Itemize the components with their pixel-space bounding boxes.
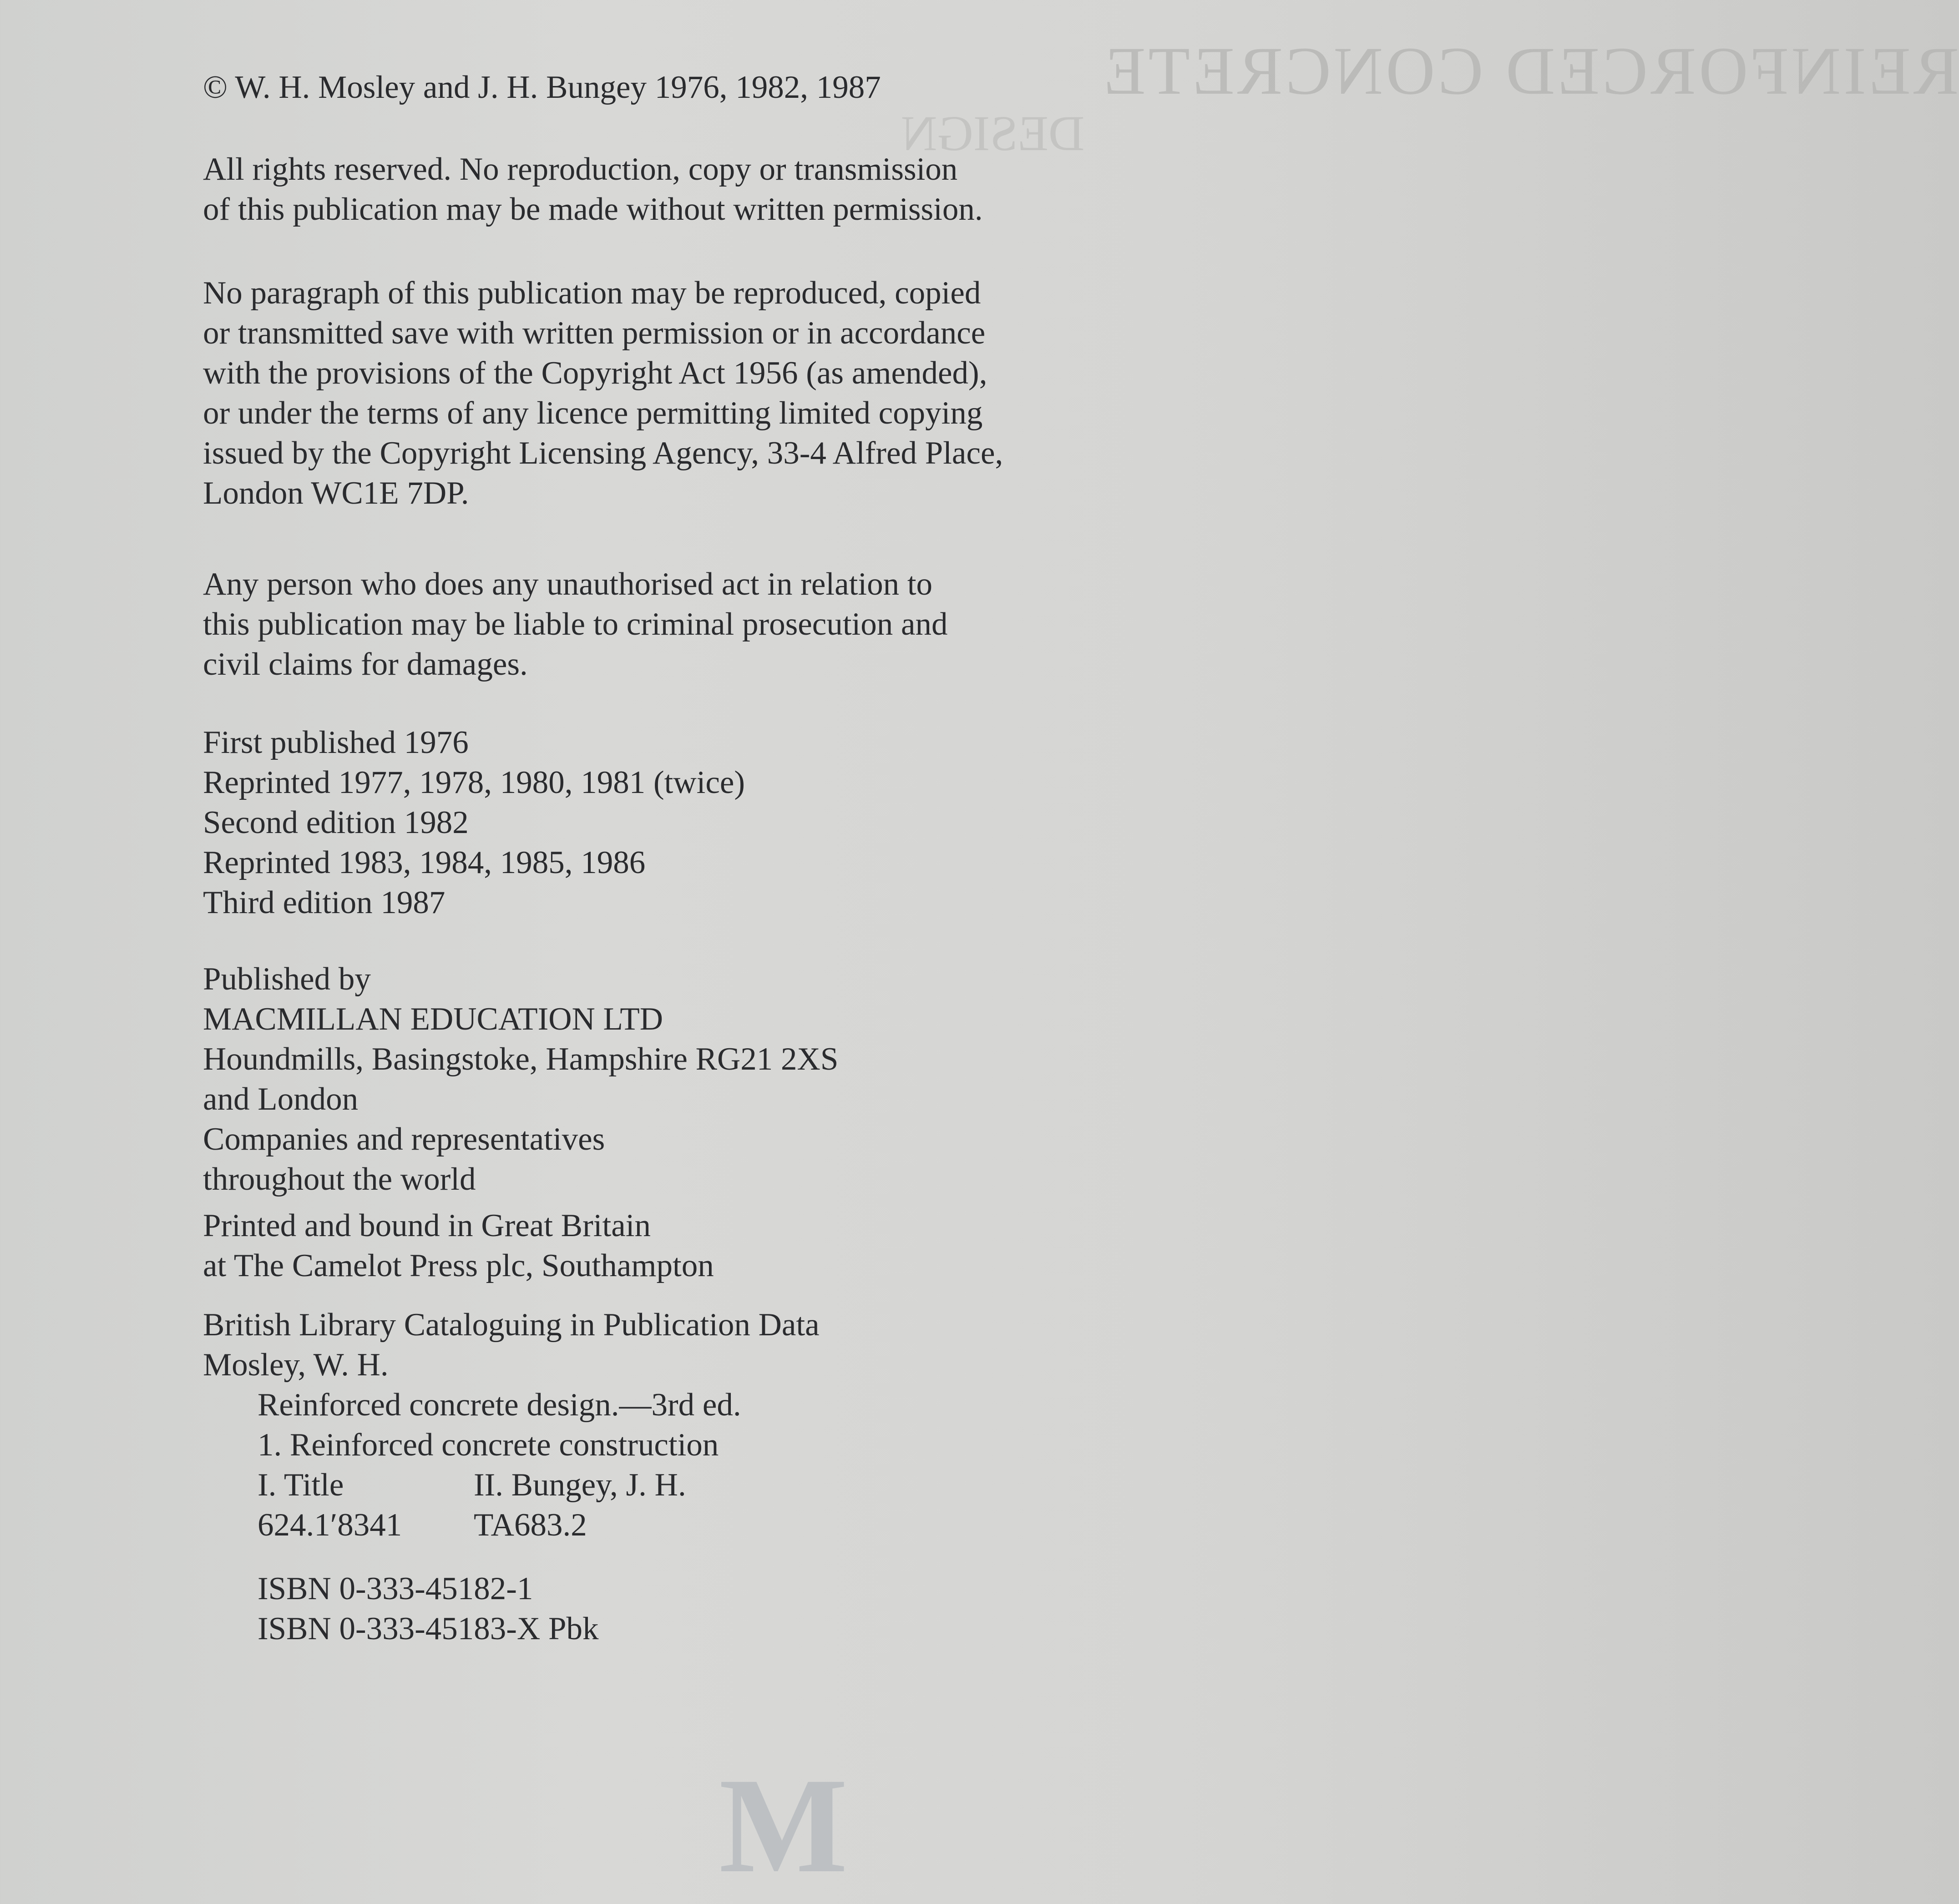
cataloguing-subject: 1. Reinforced concrete construction: [258, 1427, 719, 1463]
paragraph-notice-block: [203, 273, 1003, 513]
printer-line-2: at The Camelot Press plc, Southampton: [203, 1248, 714, 1283]
history-line-3: Second edition 1982: [203, 805, 469, 840]
liability-notice-block: [203, 564, 948, 684]
isbn-paperback: ISBN 0-333-45183-X Pbk: [258, 1611, 599, 1646]
publisher-block: [203, 959, 838, 1199]
copyright-text: © W. H. Mosley and J. H. Bungey 1976, 1982, 1987: [203, 70, 881, 105]
publication-history-block: [203, 722, 745, 923]
history-line-1: First published 1976: [203, 725, 469, 760]
publisher-line-1: Published by: [203, 961, 371, 997]
cataloguing-classification: [203, 1505, 820, 1545]
isbn-block: [203, 1569, 598, 1649]
show-through-subtitle: DESIGN: [901, 106, 1085, 161]
printer-block: [203, 1206, 714, 1286]
cataloguing-author: Mosley, W. H.: [203, 1347, 389, 1383]
publisher-address: Houndmills, Basingstoke, Hampshire RG21 2XS: [203, 1041, 839, 1077]
lc-number: TA683.2: [474, 1507, 587, 1543]
publisher-logo-m: M: [719, 1750, 848, 1901]
isbn-hardback: ISBN 0-333-45182-1: [258, 1571, 533, 1606]
dewey-number: 624.1′8341: [258, 1507, 402, 1543]
notice-line-2: or transmitted save with written permission or in accordance: [203, 315, 986, 351]
publisher-line-6: throughout the world: [203, 1162, 476, 1197]
rights-line-1: All rights reserved. No reproduction, copy or transmission: [203, 152, 958, 187]
history-line-4: Reprinted 1983, 1984, 1985, 1986: [203, 845, 646, 880]
publisher-name: MACMILLAN EDUCATION LTD: [203, 1001, 663, 1037]
cataloguing-entry-author: II. Bungey, J. H.: [474, 1467, 686, 1503]
cataloguing-block: [203, 1305, 820, 1545]
publisher-line-5: Companies and representatives: [203, 1121, 605, 1157]
cataloguing-entries: [203, 1465, 820, 1505]
cataloguing-heading: British Library Cataloguing in Publication Data: [203, 1307, 820, 1343]
liability-line-3: civil claims for damages.: [203, 646, 528, 682]
history-line-5: Third edition 1987: [203, 885, 445, 920]
rights-line-2: of this publication may be made without written permission.: [203, 192, 983, 227]
cataloguing-entry-title: I. Title: [258, 1467, 344, 1503]
copyright-line: [203, 67, 881, 107]
printer-line-1: Printed and bound in Great Britain: [203, 1208, 651, 1243]
notice-line-1: No paragraph of this publication may be reproduced, copied: [203, 275, 981, 311]
publisher-line-4: and London: [203, 1081, 359, 1117]
notice-line-6: London WC1E 7DP.: [203, 475, 469, 511]
show-through-title: REINFORCED CONCRETE: [1101, 33, 1959, 109]
notice-line-4: or under the terms of any licence permitting limited copying: [203, 395, 983, 431]
notice-line-5: issued by the Copyright Licensing Agency, 33-4 Alfred Place,: [203, 435, 1003, 471]
rights-reserved-block: [203, 149, 983, 229]
cataloguing-title: Reinforced concrete design.—3rd ed.: [258, 1387, 741, 1423]
notice-line-3: with the provisions of the Copyright Act 1956 (as amended),: [203, 355, 987, 391]
liability-line-2: this publication may be liable to criminal prosecution and: [203, 606, 948, 642]
history-line-2: Reprinted 1977, 1978, 1980, 1981 (twice): [203, 765, 745, 800]
liability-line-1: Any person who does any unauthorised act in relation to: [203, 566, 933, 602]
